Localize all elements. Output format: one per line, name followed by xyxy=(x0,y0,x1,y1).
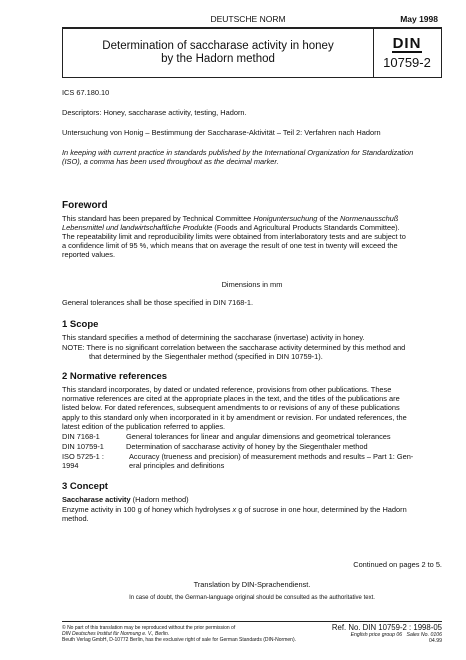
term-name: Saccharase activity xyxy=(62,495,131,504)
ics-code: ICS 67.180.10 xyxy=(62,88,110,97)
copyright-line-3: Beuth Verlag GmbH, D-10772 Berlin, has the exclusive right of sale for German Standards (DIN-Normen). xyxy=(62,637,296,644)
decimal-marker-note-line-2: (ISO), a comma has been used throughout as the decimal marker. xyxy=(62,157,279,166)
dimensions-note: Dimensions in mm xyxy=(221,280,283,289)
scope-paragraph: This standard specifies a method of determining the saccharase (invertase) activity in honey. xyxy=(62,333,365,342)
reference-number: Ref. No. DIN 10759-2 : 1998-05 xyxy=(331,623,442,632)
definition-variable: x xyxy=(232,505,237,514)
standard-series: DEUTSCHE NORM xyxy=(210,14,286,24)
foreword-p2-line-3: reported values. xyxy=(62,250,115,260)
german-title: Untersuchung von Honig – Bestimmung der Saccharase-Aktivität – Teil 2: Verfahren nach Hadorn xyxy=(62,128,381,137)
committee-name: Honiguntersuchung xyxy=(253,214,318,223)
footer-rule xyxy=(62,621,442,622)
standard-number: 10759-2 xyxy=(383,54,431,70)
scope-note xyxy=(62,343,446,361)
reference-number-block xyxy=(324,623,442,645)
translation-credit: Translation by DIN-Sprachendienst. xyxy=(193,580,311,589)
foreword-text: This standard has been prepared by Technical Committee xyxy=(62,214,254,223)
publication-date: May 1998 xyxy=(400,14,438,24)
reference-description xyxy=(129,452,442,470)
decimal-marker-note-line-1: In keeping with current practice in standards published by the International Organization for Standardization xyxy=(62,148,414,157)
foreword-p2-line-2: a confidence limit of 95 %, which means that on average the result of one test in twenty will exceed the xyxy=(62,241,398,251)
continued-note: Continued on pages 2 to 5. xyxy=(353,560,442,569)
title-box xyxy=(62,28,442,78)
scope-note-line-1: NOTE: There is no significant correlation between the saccharase activity determined by this method and xyxy=(62,343,406,352)
foreword-paragraph-1 xyxy=(62,214,442,232)
concept-term xyxy=(62,495,189,504)
normative-references-paragraph xyxy=(62,385,442,431)
normative-line-5: latest edition of the publication referred to applies. xyxy=(62,421,226,431)
din-logo: DIN xyxy=(392,34,422,52)
normative-line-4: apply to this standard only when incorporated in it by amendment or revision. For undated references, the xyxy=(62,412,407,422)
normative-line-3: listed below. For dated references, subsequent amendments to or revisions of any of these publications xyxy=(62,403,400,413)
reference-description-line-1: Accuracy (trueness and precision) of measurement methods and results – Part 1: Gen- xyxy=(129,452,414,461)
normative-line-2: normative references are cited at the appropriate places in the text, and the titles of the publications are xyxy=(62,394,400,404)
din-block xyxy=(373,29,441,77)
copyright-line-1: © No part of this translation may be reproduced without the prior permission of xyxy=(62,625,236,631)
definition-text: Enzyme activity in 100 g of honey which hydrolyses xyxy=(62,505,233,514)
foreword-paragraph-2 xyxy=(62,232,442,260)
edition-code: 04.99 xyxy=(429,638,442,645)
term-qualifier: (Hadorn method) xyxy=(130,495,189,504)
title-line-2: by the Hadorn method xyxy=(161,53,275,65)
standards-body-name: Normenausschuß xyxy=(340,214,399,223)
definition-text: g of sucrose in one hour, determined by the Hadorn xyxy=(236,505,407,514)
descriptors: Descriptors: Honey, saccharase activity, testing, Hadorn. xyxy=(62,108,247,117)
normative-line-1: This standard incorporates, by dated or undated reference, provisions from other publications. These xyxy=(62,385,392,394)
foreword-text: of the xyxy=(317,214,341,223)
scope-heading: 1 Scope xyxy=(62,319,99,330)
copyright-notice xyxy=(62,625,302,644)
foreword-p2-line-1: The repeatability limit and reproducibility limits were obtained from interlaboratory tests and are subject to xyxy=(62,232,406,241)
reference-description-line-2: eral principles and definitions xyxy=(129,461,225,471)
definition-text-line-2: method. xyxy=(62,514,89,524)
price-group: English price group 06 xyxy=(350,632,403,638)
reference-description: General tolerances for linear and angular dimensions and geometrical tolerances xyxy=(126,432,391,441)
sales-number: Sales No. 0106 xyxy=(406,632,442,638)
copyright-line-2: DIN Deutsches Institut für Normung e. V., Berlin. xyxy=(62,631,170,638)
title-line-1: Determination of saccharase activity in honey xyxy=(102,40,334,52)
foreword-text: (Foods and Agricultural Products Standards Committee). xyxy=(212,223,400,233)
authoritative-text-note: In case of doubt, the German-language original should be consulted as the authoritative text. xyxy=(129,595,375,601)
document-title xyxy=(63,29,374,77)
foreword-heading: Foreword xyxy=(62,200,108,211)
reference-code: DIN 7168-1 xyxy=(62,432,100,441)
normative-references-heading: 2 Normative references xyxy=(62,371,168,382)
reference-code: DIN 10759-1 xyxy=(62,442,104,451)
scope-note-line-2: that determined by the Siegenthaler method (specified in DIN 10759-1). xyxy=(89,352,323,362)
concept-definition xyxy=(62,505,442,523)
general-tolerances: General tolerances shall be those specified in DIN 7168-1. xyxy=(62,298,254,307)
standards-body-name-cont: Lebensmittel und landwirtschaftliche Produkte xyxy=(62,223,213,233)
reference-code: ISO 5725-1 : 1994 xyxy=(62,452,104,471)
reference-description: Determination of saccharase activity of honey by the Siegenthaler method xyxy=(126,442,368,451)
concept-heading: 3 Concept xyxy=(62,481,108,492)
page-header xyxy=(58,14,438,28)
